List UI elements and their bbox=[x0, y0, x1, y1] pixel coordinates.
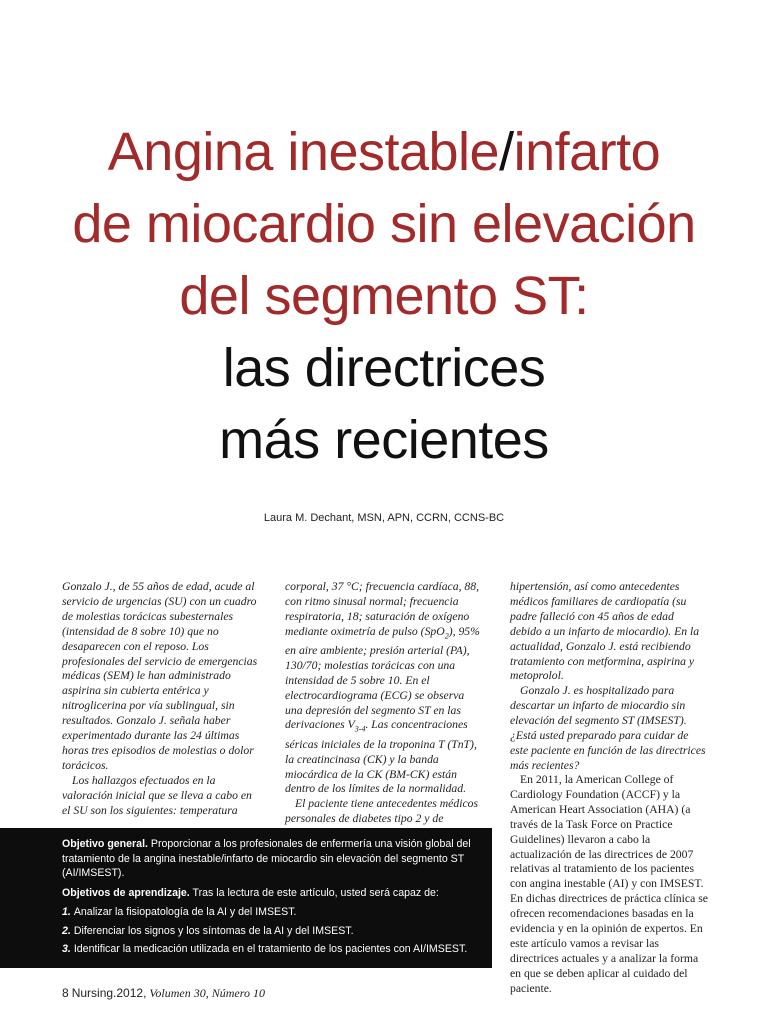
page-number: 8 bbox=[62, 986, 69, 1000]
title-part-infarto: infarto bbox=[513, 122, 661, 182]
objectives-box bbox=[0, 828, 492, 968]
paragraph: Los hallazgos efectuados en la valoración inicial que se lleva a cabo en el SU son los siguientes: temperatura bbox=[62, 773, 252, 817]
objective-text: Analizar la fisiopatología de la AI y del IMSEST. bbox=[73, 906, 297, 918]
column-1 bbox=[62, 580, 260, 819]
objective-number: 3. bbox=[62, 943, 71, 955]
volume-issue: Volumen 30, Número 10 bbox=[149, 986, 265, 1000]
general-objective bbox=[62, 837, 484, 881]
objective-item bbox=[62, 942, 484, 957]
author-byline: Laura M. Dechant, MSN, APN, CCRN, CCNS-BC bbox=[263, 512, 505, 524]
title-line-2: de miocardio sin elevación bbox=[72, 194, 696, 254]
learning-objectives-label: Objetivos de aprendizaje. bbox=[62, 886, 190, 899]
objective-number: 2. bbox=[62, 924, 71, 937]
journal-year: 2012, bbox=[116, 986, 147, 1000]
article-title bbox=[0, 116, 768, 476]
general-objective-label: Objetivo general. bbox=[62, 838, 148, 850]
text-run: . Las concentraciones séricas iniciales de la troponina T (TnT), la creatincinasa (CK) y la banda miocárdica de la CK (BM-CK) están dentro de los límites de la normalidad. bbox=[285, 718, 477, 796]
journal-name: Nursing. bbox=[71, 986, 117, 1000]
subscript: 3-4 bbox=[354, 724, 366, 734]
column-3-body bbox=[510, 773, 708, 997]
learning-objectives-text: Tras la lectura de este artículo, usted será capaz de: bbox=[189, 886, 439, 899]
objective-text: Diferenciar los signos y los síntomas de la AI y del IMSEST. bbox=[73, 924, 354, 937]
paragraph: El paciente tiene antecedentes médicos personales de diabetes tipo 2 y de bbox=[285, 797, 479, 826]
objective-number: 1. bbox=[62, 906, 71, 918]
title-line-4: las directrices bbox=[222, 338, 546, 398]
objective-item bbox=[62, 905, 484, 920]
paragraph: En 2011, la American College of Cardiology Foundation (ACCF) y la American Heart Association (AHA) (a través de la Task Force on Practice Guidelines) llevaron a cabo la actualización de las directrices de 2007 relativas al tratamiento de los pacientes con angina inestable (AI) y con IMSEST. En dichas directrices de práctica clínica se ofrecen recomendaciones basadas en la evidencia y en la opinión de expertos. En este artículo vamos a revisar las directrices actuales y a analizar la forma en que se deben aplicar al cuidado del paciente. bbox=[510, 773, 708, 995]
learning-objectives bbox=[62, 886, 484, 901]
title-slash: / bbox=[499, 122, 514, 182]
general-objective-text: Proporcionar a los profesionales de enfermería una visión global del tratamiento de la angina inestable/infarto de miocardio sin elevación del segmento ST (AI/IMSEST). bbox=[62, 838, 471, 879]
objective-text: Identificar la medicación utilizada en el tratamiento de los pacientes con AI/IMSEST. bbox=[73, 943, 468, 955]
column-2 bbox=[285, 580, 480, 827]
title-line-3: del segmento ST: bbox=[179, 266, 589, 326]
column-3 bbox=[510, 580, 708, 774]
objective-item bbox=[62, 924, 484, 939]
title-line-1 bbox=[0, 116, 768, 188]
text-run: ), 95% en aire ambiente; presión arterial (PA), 130/70; molestias torácicas con una intensidad de 5 sobre 10. En el electrocardiograma (ECG) se observa una depresión del segmento ST en las derivaciones V bbox=[285, 624, 480, 732]
text-run: corporal, 37 °C; frecuencia cardíaca, 88, con ritmo sinusal normal; frecuencia respiratoria, 18; saturación de oxígeno mediante oximetría de pulso (SpO bbox=[285, 580, 480, 638]
page-footer bbox=[62, 986, 265, 1001]
paragraph: hipertensión, así como antecedentes médicos familiares de cardiopatía (su padre falleció con 45 años de edad debido a un infarto de miocardio). En la actualidad, Gonzalo J. está recibiendo tratamiento con metformina, aspirina y metoprolol. bbox=[510, 580, 700, 683]
paragraph: Gonzalo J. es hospitalizado para descartar un infarto de miocardio sin elevación del segmento ST (IMSEST). ¿Está usted preparado para cuidar de este paciente en función de las directrices más recientes? bbox=[510, 684, 706, 772]
paragraph: Gonzalo J., de 55 años de edad, acude al servicio de urgencias (SU) con un cuadro de molestias torácicas subesternales (intensidad de 8 sobre 10) que no desaparecen con el reposo. Los profesionales del servicio de emergencias médicas (SEM) le han administrado aspirina sin cubierta entérica y nitroglicerina por vía sublingual, sin resultados. Gonzalo J. señala haber experimentado durante las 24 últimas horas tres episodios de molestias o dolor torácicos. bbox=[62, 580, 258, 772]
paragraph bbox=[285, 580, 480, 797]
title-part-angina: Angina inestable bbox=[107, 122, 500, 182]
subscript: 2 bbox=[444, 631, 449, 641]
title-line-5: más recientes bbox=[219, 410, 549, 470]
